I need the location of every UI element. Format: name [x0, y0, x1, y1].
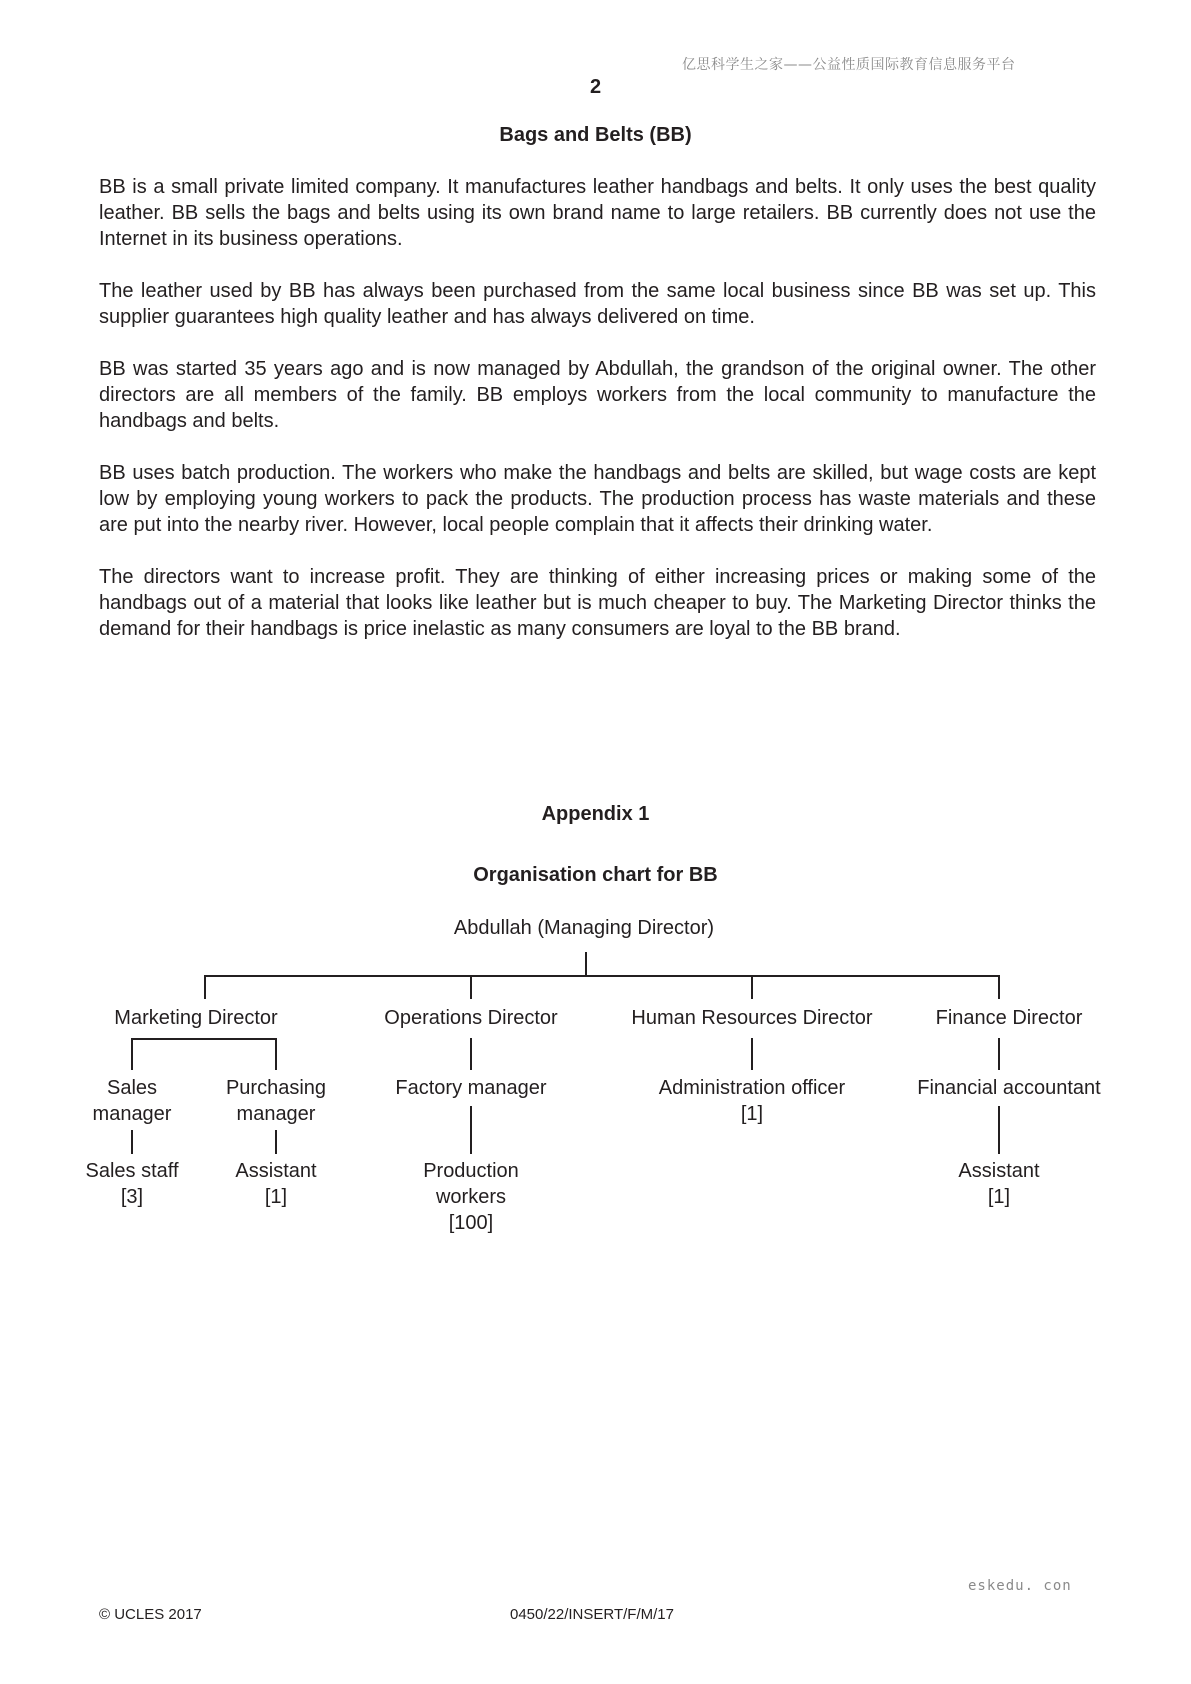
node-label: Purchasing [225, 1077, 327, 1099]
document-code-footer: 0450/22/INSERT/F/M/17 [510, 1606, 674, 1623]
paragraph: BB is a small private limited company. It manufactures leather handbags and belts. It only uses the best quality leather. BB sells the bags and belts using its own brand name to large retailers. BB currently does not use the Internet in its business operations. [99, 176, 1096, 250]
node-label: [1] [740, 1103, 764, 1125]
node-label: Marketing Director [114, 1007, 278, 1029]
connector-line [998, 1038, 1000, 1070]
administration-officer-node [659, 1075, 845, 1127]
production-workers-node [423, 1158, 519, 1236]
connector-line [585, 952, 587, 976]
connector-line [131, 1130, 133, 1154]
financial-accountant-node [917, 1075, 1100, 1101]
connector-line [204, 975, 1000, 977]
node-label: Abdullah (Managing Director) [453, 917, 715, 939]
paragraph: BB was started 35 years ago and is now managed by Abdullah, the grandson of the original owner. The other directors are all members of the family. BB employs workers from the local community to manufacture the handbags and belts. [99, 358, 1096, 432]
finance-director-node [936, 1005, 1083, 1031]
purchasing-manager-node [226, 1075, 326, 1127]
managing-director-node [454, 915, 714, 941]
node-label: Factory manager [395, 1077, 547, 1099]
node-label: Assistant [958, 1160, 1040, 1182]
hr-director-node [631, 1005, 872, 1031]
appendix-title: Appendix 1 [541, 803, 650, 825]
node-label: [1] [264, 1186, 288, 1208]
connector-line [470, 1038, 472, 1070]
node-label: Sales [106, 1077, 158, 1099]
watermark-text: 亿思科学生之家——公益性质国际教育信息服务平台 [682, 57, 1016, 73]
operations-director-node [384, 1005, 557, 1031]
marketing-director-node [114, 1005, 277, 1031]
sales-manager-node [93, 1075, 172, 1127]
node-label: manager [92, 1103, 172, 1125]
node-label: Assistant [235, 1160, 317, 1182]
paragraph: The leather used by BB has always been purchased from the same local business since BB was set up. This supplier guarantees high quality leather and has always delivered on time. [99, 280, 1096, 328]
node-label: Finance Director [935, 1007, 1083, 1029]
connector-line [751, 975, 753, 999]
watermark-text: eskedu. con [968, 1578, 1072, 1594]
connector-line [204, 975, 206, 999]
node-label: Operations Director [384, 1007, 558, 1029]
paragraph: BB uses batch production. The workers who make the handbags and belts are skilled, but wage costs are kept low by employing young workers to pack the products. The production process has waste materials and these are put into the nearby river. However, local people complain that it affects their drinking water. [99, 462, 1096, 536]
node-label: [1] [987, 1186, 1011, 1208]
copyright-footer: © UCLES 2017 [99, 1606, 202, 1623]
finance-assistant-node [958, 1158, 1039, 1210]
sales-staff-node [85, 1158, 178, 1210]
marketing-assistant-node [235, 1158, 316, 1210]
node-label: [100] [448, 1212, 494, 1234]
node-label: Sales staff [85, 1160, 179, 1182]
connector-line [131, 1038, 277, 1040]
document-title: Bags and Belts (BB) [499, 124, 692, 146]
connector-line [131, 1038, 133, 1070]
connector-line [275, 1038, 277, 1070]
node-label: Financial accountant [917, 1077, 1101, 1099]
node-label: manager [236, 1103, 316, 1125]
org-chart-title: Organisation chart for BB [473, 864, 718, 886]
node-label: Production [423, 1160, 519, 1182]
connector-line [275, 1130, 277, 1154]
paragraph: The directors want to increase profit. They are thinking of either increasing prices or making some of the handbags out of a material that looks like leather but is much cheaper to buy. The Marketing Director thinks the demand for their handbags is price inelastic as many consumers are loyal to the BB brand. [99, 566, 1096, 640]
node-label: [3] [120, 1186, 144, 1208]
connector-line [470, 1106, 472, 1154]
page-number: 2 [589, 76, 602, 98]
node-label: Human Resources Director [631, 1007, 873, 1029]
connector-line [998, 975, 1000, 999]
connector-line [470, 975, 472, 999]
factory-manager-node [395, 1075, 546, 1101]
connector-line [751, 1038, 753, 1070]
node-label: Administration officer [658, 1077, 846, 1099]
node-label: workers [435, 1186, 506, 1208]
connector-line [998, 1106, 1000, 1154]
